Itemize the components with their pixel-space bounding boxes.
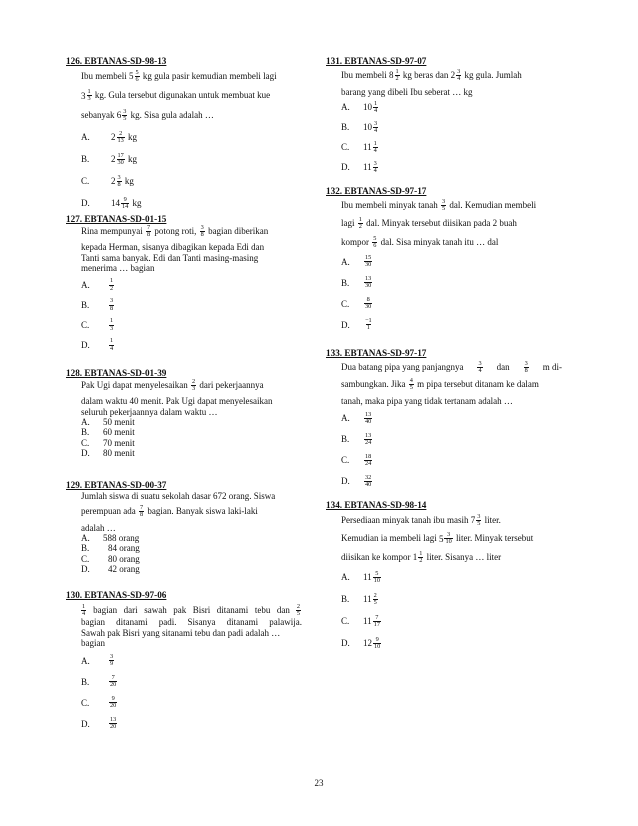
option-a[interactable]: A. 15 30 bbox=[341, 254, 372, 269]
option-a[interactable]: A. 50 menit bbox=[81, 416, 135, 427]
question-134 bbox=[326, 500, 562, 654]
option-d[interactable]: D. 80 menit bbox=[81, 447, 135, 458]
question-header: 134. EBTANAS-SD-98-14 bbox=[326, 500, 427, 510]
option-d[interactable]: D. 1 4 bbox=[81, 337, 114, 352]
option-d[interactable]: D. −1 1 bbox=[341, 317, 372, 332]
question-text: kompor $\frac{5}{6}$ dal. Sisa minyak tanah itu … dal bbox=[341, 234, 499, 250]
question-text: sambungkan. Jika $\frac{4}{5}$ m pipa tersebut ditanam ke dalam bbox=[341, 377, 539, 392]
option-d[interactable]: D. 11 3 4 bbox=[341, 159, 377, 175]
question-header: 127. EBTANAS-SD-01-15 bbox=[66, 214, 167, 224]
option-a[interactable]: A. 2 2 13 kg bbox=[81, 129, 138, 144]
question-text: menerima … bagian bbox=[81, 262, 155, 273]
option-a[interactable]: A. 588 orang bbox=[81, 532, 140, 543]
option-a[interactable]: A. 1 2 bbox=[81, 277, 114, 292]
option-a[interactable]: A. 3 9 bbox=[81, 652, 114, 668]
option-b[interactable]: B. 10 3 4 bbox=[341, 119, 378, 135]
option-b[interactable]: B. 2 17 30 kg bbox=[81, 151, 138, 166]
option-c[interactable]: C. 2 3 8 kg bbox=[81, 173, 134, 188]
question-text: Kemudian ia membeli lagi 5 3 10 liter. Minyak tersebut bbox=[341, 531, 534, 546]
question-129 bbox=[66, 480, 302, 574]
option-b[interactable]: B. 84 orang bbox=[81, 543, 140, 554]
question-text: tanah, maka pipa yang tidak tertanam adalah … bbox=[341, 395, 513, 406]
question-text: Ibu membeli 8 1 2 kg beras dan 2 3 4 kg gula. Jumlah bbox=[341, 67, 522, 82]
question-text: dalam waktu 40 menit. Pak Ugi dapat menyelesaikan bbox=[81, 396, 273, 407]
question-text: kepada Herman, sisanya dibagikan kepada Edi dan bbox=[81, 242, 265, 253]
question-text: sebanyak 6 3 5 kg. Sisa gula adalah … bbox=[81, 107, 214, 123]
page-number: 23 bbox=[314, 778, 324, 788]
option-b[interactable]: B. 13 30 bbox=[341, 275, 372, 290]
option-d[interactable]: D. 42 orang bbox=[81, 563, 140, 574]
question-text: adalah … bbox=[81, 522, 116, 533]
question-text: perempuan ada $\frac{7}{8}$ bagian. Banyak siswa laki-laki bbox=[81, 503, 258, 519]
option-c[interactable]: C. 70 menit bbox=[81, 437, 135, 448]
question-text: barang yang dibeli Ibu seberat … kg bbox=[341, 87, 473, 98]
option-d[interactable]: D. 32 40 bbox=[341, 473, 372, 489]
question-header: 130. EBTANAS-SD-97-06 bbox=[66, 590, 167, 600]
question-text: bagian bbox=[81, 637, 105, 648]
question-text: bagian ditanami padi. Sisanya ditanami palawija. bbox=[81, 617, 302, 628]
option-b[interactable]: B. 60 menit bbox=[81, 427, 135, 438]
question-130 bbox=[66, 590, 302, 734]
option-d[interactable]: D. 12 9 10 bbox=[341, 635, 381, 650]
option-b[interactable]: B. 13 24 bbox=[341, 431, 372, 447]
option-c[interactable]: C. 11 7 17 bbox=[341, 613, 380, 628]
question-text: Persediaan minyak tanah ibu masih 7 3 5 liter. bbox=[341, 512, 501, 527]
option-d[interactable]: D. 14 9 14 kg bbox=[81, 195, 142, 210]
question-128 bbox=[66, 368, 302, 458]
question-text: Dua batang pipa yang panjangnya 3 4 dan 3 8 m di- bbox=[341, 359, 562, 374]
option-c[interactable]: C. 8 30 bbox=[341, 296, 372, 311]
question-text: 3 1 3 kg. Gula tersebut digunakan untuk membuat kue bbox=[81, 88, 271, 103]
option-c[interactable]: C. 9 20 bbox=[81, 694, 117, 710]
question-header: 132. EBTANAS-SD-97-17 bbox=[326, 186, 427, 196]
question-text: Tanti sama banyak. Edi dan Tanti masing-masing bbox=[81, 252, 259, 263]
question-text: seluruh pekerjaannya dalam waktu … bbox=[81, 406, 218, 417]
option-d[interactable]: D. 13 20 bbox=[81, 715, 117, 731]
question-127 bbox=[66, 214, 302, 355]
question-header: 131. EBTANAS-SD-97-07 bbox=[326, 56, 427, 66]
question-text: Rina mempunyai $\frac{7}{8}$ potong roti, $\frac{3}{8}$ bagian diberikan bbox=[81, 223, 269, 238]
question-text: Pak Ugi dapat menyelesaikan $\frac{2}{3}$ dari pekerjaannya bbox=[81, 377, 264, 392]
question-text: Ibu membeli minyak tanah $\frac{3}{5}$ dal. Kemudian membeli bbox=[341, 197, 537, 212]
question-text: lagi $\frac{1}{2}$ dal. Minyak tersebut diisikan pada 2 buah bbox=[341, 216, 517, 231]
option-c[interactable]: C. 1 3 bbox=[81, 317, 114, 332]
question-126 bbox=[66, 56, 302, 214]
question-header: 128. EBTANAS-SD-01-39 bbox=[66, 368, 167, 378]
option-b[interactable]: B. 11 2 5 bbox=[341, 591, 377, 606]
question-header: 126. EBTANAS-SD-98-13 bbox=[66, 56, 167, 66]
option-c[interactable]: C. 11 1 4 bbox=[341, 139, 377, 155]
question-text: Jumlah siswa di suatu sekolah dasar 672 orang. Siswa bbox=[81, 490, 276, 501]
question-text: 1 4 bagian dari sawah pak Bisri ditanami tebu dan 2 5 bbox=[82, 602, 300, 617]
option-a[interactable]: A. 13 40 bbox=[341, 410, 372, 426]
option-b[interactable]: B. 3 8 bbox=[81, 297, 114, 312]
question-text: Sawah pak Bisri yang sitanami tebu dan padi adalah … bbox=[81, 627, 281, 638]
question-131 bbox=[326, 56, 562, 178]
option-a[interactable]: A. 11 5 10 bbox=[341, 569, 380, 584]
question-text: Ibu membeli 5 5 6 kg gula pasir kemudian membeli lagi bbox=[81, 68, 277, 83]
option-c[interactable]: C. 80 orang bbox=[81, 553, 140, 564]
question-header: 133. EBTANAS-SD-97-17 bbox=[326, 348, 427, 358]
option-a[interactable]: A. 10 1 4 bbox=[341, 99, 378, 115]
option-b[interactable]: B. 7 20 bbox=[81, 673, 117, 689]
question-133 bbox=[326, 348, 562, 492]
option-c[interactable]: C. 18 24 bbox=[341, 452, 372, 468]
question-header: 129. EBTANAS-SD-00-37 bbox=[66, 480, 167, 490]
question-text: diisikan ke kompor 1 1 2 liter. Sisanya … liter bbox=[341, 549, 502, 565]
question-132 bbox=[326, 186, 562, 335]
